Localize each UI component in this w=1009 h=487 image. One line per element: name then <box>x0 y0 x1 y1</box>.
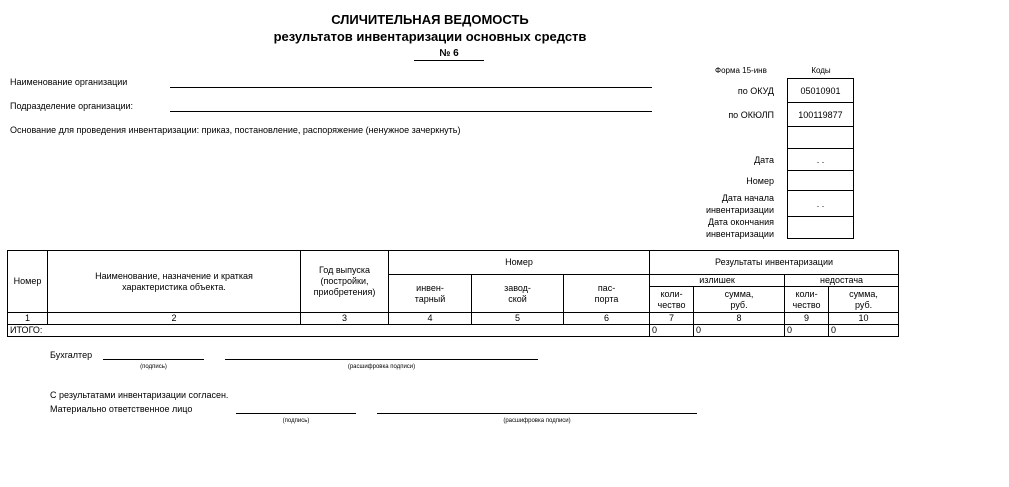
responsible-signature-field[interactable] <box>236 413 356 414</box>
header-year: Год выпуска (постройки, приобретения) <box>301 251 389 313</box>
page-subtitle: результатов инвентаризации основных средств <box>273 29 587 44</box>
end-date-label: Дата окончания инвентаризации <box>705 217 774 239</box>
header-shortage: недостача <box>785 275 899 287</box>
agree-text: С результатами инвентаризации согласен. <box>50 390 229 400</box>
page-title: СЛИЧИТЕЛЬНАЯ ВЕДОМОСТЬ <box>331 12 529 27</box>
col-number: 3 <box>301 313 389 325</box>
decode-caption: (расшифровка подписи) <box>503 418 571 424</box>
start-date-label: Дата начала инвентаризации <box>705 193 774 215</box>
decode-caption: (расшифровка подписи) <box>347 364 416 370</box>
col-number: 1 <box>8 313 48 325</box>
responsible-label: Материально ответственное лицо <box>50 404 193 414</box>
date-value: . . <box>787 148 854 171</box>
okud-value: 05010901 <box>787 78 854 103</box>
header-qty-surplus: коли-чество <box>650 287 694 313</box>
org-name-label: Наименование организации <box>10 77 128 87</box>
responsible-decode-field[interactable] <box>377 413 697 414</box>
okulp-value: 100119877 <box>787 102 854 127</box>
org-name-field[interactable] <box>170 87 652 88</box>
number-label: Номер <box>746 176 774 186</box>
header-results: Результаты инвентаризации <box>650 251 899 275</box>
total-sum-shortage: 0 <box>829 325 899 337</box>
header-number-group: Номер <box>389 251 650 275</box>
accountant-decode-field[interactable] <box>225 359 538 360</box>
col-number: 5 <box>472 313 564 325</box>
col-number: 8 <box>694 313 785 325</box>
date-label: Дата <box>754 155 774 165</box>
inventory-table <box>7 250 899 337</box>
start-date-value: . . <box>787 190 854 217</box>
codes-header: Коды <box>811 66 831 75</box>
col-number: 4 <box>389 313 472 325</box>
okulp-label: по ОКЮЛП <box>728 110 774 120</box>
header-factory: завод-ской <box>472 275 564 313</box>
header-sum-surplus: сумма, руб. <box>694 287 785 313</box>
header-qty-shortage: коли-чество <box>785 287 829 313</box>
col-number: 2 <box>48 313 301 325</box>
col-number: 10 <box>829 313 899 325</box>
header-passport: пас-порта <box>564 275 650 313</box>
col-number: 6 <box>564 313 650 325</box>
document-number: № 6 <box>414 48 484 61</box>
total-qty-surplus: 0 <box>650 325 694 337</box>
header-num: Номер <box>8 251 48 313</box>
accountant-signature-field[interactable] <box>103 359 204 360</box>
division-field[interactable] <box>170 111 652 112</box>
total-sum-surplus: 0 <box>694 325 785 337</box>
col-number: 9 <box>785 313 829 325</box>
total-label: ИТОГО: <box>8 325 650 337</box>
header-surplus: излишек <box>650 275 785 287</box>
okud-label: по ОКУД <box>737 86 774 96</box>
header-sum-shortage: сумма, руб. <box>829 287 899 313</box>
header-inv: инвен-тарный <box>389 275 472 313</box>
end-date-value <box>787 216 854 239</box>
division-label: Подразделение организации: <box>10 101 134 111</box>
form-label: Форма 15-инв <box>715 66 767 75</box>
total-qty-shortage: 0 <box>785 325 829 337</box>
signature-caption: (подпись) <box>282 418 310 424</box>
col-number: 7 <box>650 313 694 325</box>
basis-label: Основание для проведения инвентаризации: приказ, постановление, распоряжение (ненужное зачеркнуть) <box>10 125 461 135</box>
accountant-label: Бухгалтер <box>50 350 93 360</box>
blank-code-box <box>787 126 854 149</box>
number-value <box>787 170 854 191</box>
signature-caption: (подпись) <box>140 364 167 370</box>
header-name: Наименование, назначение и краткая характеристика объекта. <box>48 251 301 313</box>
